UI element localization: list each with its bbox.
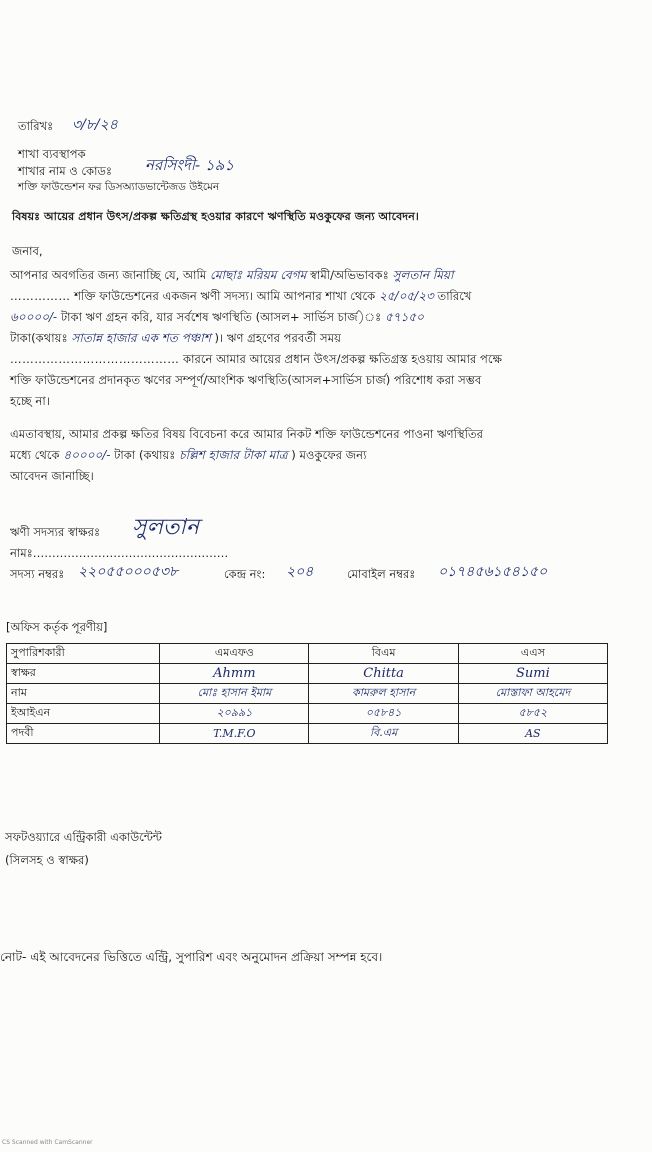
loan-date-handwritten: ২৫/০৫/২৩ <box>378 289 434 303</box>
org-line: শক্তি ফাউন্ডেশন ফর ডিসঅ্যাডভান্টেজড উইমেন <box>18 181 220 193</box>
body1-dots-1: …………… <box>10 289 71 303</box>
row-label: ইআইএন <box>7 704 160 724</box>
table-header-cell: এএস <box>458 644 607 664</box>
body1-dots-2: …………………………………… <box>10 352 180 366</box>
body2-line2c: ) মওকুফের জন্য <box>291 448 367 462</box>
table-header-cell: বিএম <box>309 644 458 664</box>
table-cell: ০৫৮৪১ <box>309 704 458 724</box>
scanner-watermark: CS Scanned with CamScanner <box>2 1139 93 1146</box>
branch-value: নরসিংদী- ১৯১ <box>145 156 235 174</box>
guardian-name-handwritten: সুলতান মিয়া <box>392 268 454 282</box>
center-no-value: ২০৪ <box>286 564 314 580</box>
signature-cell: Sumi <box>458 664 607 684</box>
body1-line4b: )। ঋণ গ্রহণের পরবর্তী সময় <box>214 331 341 345</box>
table-row <box>7 704 608 724</box>
table-header-cell: এমএফও <box>160 644 309 664</box>
body2-line3: আবেদন জানাচ্ছি। <box>10 469 94 483</box>
table-header-row <box>7 644 608 664</box>
table-cell: T.M.F.O <box>160 724 309 744</box>
member-sign-label: ঋণী সদস্যর স্বাক্ষরঃ <box>10 525 101 539</box>
seal-line: (সিলসহ ও স্বাক্ষর) <box>5 853 89 867</box>
waiver-words-handwritten: চল্লিশ হাজার টাকা মাত্র <box>179 448 288 462</box>
branch-label: শাখার নাম ও কোডঃ <box>18 164 113 178</box>
waiver-amount-handwritten: ৪০০০০/- <box>63 448 111 462</box>
signature-cell: Chitta <box>309 664 458 684</box>
body2-line2b: টাকা (কথায়ঃ <box>114 448 176 462</box>
accountant-line: সফটওয়্যারে এন্ট্রিকারী একাউন্টেন্ট <box>5 830 162 844</box>
subject-line: বিষয়ঃ আয়ের প্রধান উৎস/প্রকল্প ক্ষতিগ্রস্থ হওয়ার কারণে ঋণস্থিতি মওকুফের জন্য আবেদন। <box>12 210 419 223</box>
row-label: নাম <box>7 684 160 704</box>
member-no-label: সদস্য নম্বরঃ <box>10 567 65 581</box>
body2-line2a: মধ্যে থেকে <box>10 448 60 462</box>
member-signature: সুলতান <box>132 515 199 540</box>
table-row <box>7 724 608 744</box>
body1-line1b: স্বামী/অভিভাবকঃ <box>309 268 389 282</box>
table-row <box>7 684 608 704</box>
row-label: পদবী <box>7 724 160 744</box>
table-cell: কামরুল হাসান <box>309 684 458 704</box>
table-row <box>7 664 608 684</box>
body1-line6: শক্তি ফাউন্ডেশনের প্রদানকৃত ঋণের সম্পূর্ণ/আংশিক ঋণস্থিতি(আসল+সার্ভিস চার্জ) পরিশোধ করা সম্ভব <box>10 373 482 387</box>
body1-line2b: তারিখে <box>437 289 472 303</box>
loan-amount-handwritten: ৬০০০০/- <box>10 310 58 324</box>
salutation: জনাব, <box>12 244 43 258</box>
center-label: কেন্দ্র নং: <box>224 567 266 581</box>
mobile-label: মোবাইল নম্বরঃ <box>347 567 416 581</box>
recommendation-table <box>6 643 608 744</box>
row-label: স্বাক্ষর <box>7 664 160 684</box>
outstanding-handwritten: ৫৭১৫০ <box>385 310 424 324</box>
table-cell: AS <box>458 724 607 744</box>
body1-line4a: টাকা(কথায়ঃ <box>10 331 68 345</box>
body-paragraph-2 <box>10 424 596 487</box>
member-name-label: নামঃ…………………………………………… <box>10 546 229 560</box>
table-cell: মোস্তাফা আহমেদ <box>458 684 607 704</box>
table-header-cell: সুপারিশকারী <box>7 644 160 664</box>
table-cell: ২০৯৯১ <box>160 704 309 724</box>
table-cell: মোঃ হাসান ইমাম <box>160 684 309 704</box>
outstanding-words-handwritten: সাতান্ন হাজার এক শত পঞ্চাশ <box>71 331 211 345</box>
body1-line5a: কারনে আমার আয়ের প্রধান উৎস/প্রকল্প ক্ষতিগ্রস্ত হওয়ায় আমার পক্ষে <box>183 352 502 366</box>
mobile-no-value: ০১৭৪৫৬১৫৪১৫০ <box>438 564 548 580</box>
body1-line7: হচ্ছে না। <box>10 394 50 408</box>
body1-line1a: আপনার অবগতির জন্য জানাচ্ছি যে, আমি <box>10 268 207 282</box>
date-label: তারিখঃ <box>18 119 54 133</box>
date-value: ৩/৮/২৪ <box>72 117 118 133</box>
member-name-handwritten: মোছাঃ মরিয়ম বেগম <box>209 268 307 282</box>
member-no-value: ২২০৫৫০০০৫৩৮ <box>78 564 179 580</box>
body2-line1: এমতাবস্থায়, আমার প্রকল্প ক্ষতির বিষয় বিবেচনা করে আমার নিকট শক্তি ফাউন্ডেশনের পাওনা ঋণস্থিতির <box>10 427 484 441</box>
table-cell: বি.এম <box>309 724 458 744</box>
table-cell: ৫৮৫২ <box>458 704 607 724</box>
body1-line3a: টাকা ঋণ গ্রহন করি, যার সর্বশেষ ঋণস্থিতি (আসল+ সার্ভিস চার্জ)ঃ <box>60 310 382 324</box>
office-heading: [অফিস কর্তৃক পূরণীয়] <box>6 620 108 634</box>
signature-cell: Ahmm <box>160 664 309 684</box>
footer-note: নোট- এই আবেদনের ভিত্তিতে এন্ট্রি, সুপারিশ এবং অনুমোদন প্রক্রিয়া সম্পন্ন হবে। <box>0 950 383 964</box>
manager-label: শাখা ব্যবস্থাপক <box>18 147 86 161</box>
body-paragraph-1 <box>10 265 596 412</box>
body1-line2a: শক্তি ফাউন্ডেশনের একজন ঋণী সদস্য। আমি আপনার শাখা থেকে <box>74 289 376 303</box>
